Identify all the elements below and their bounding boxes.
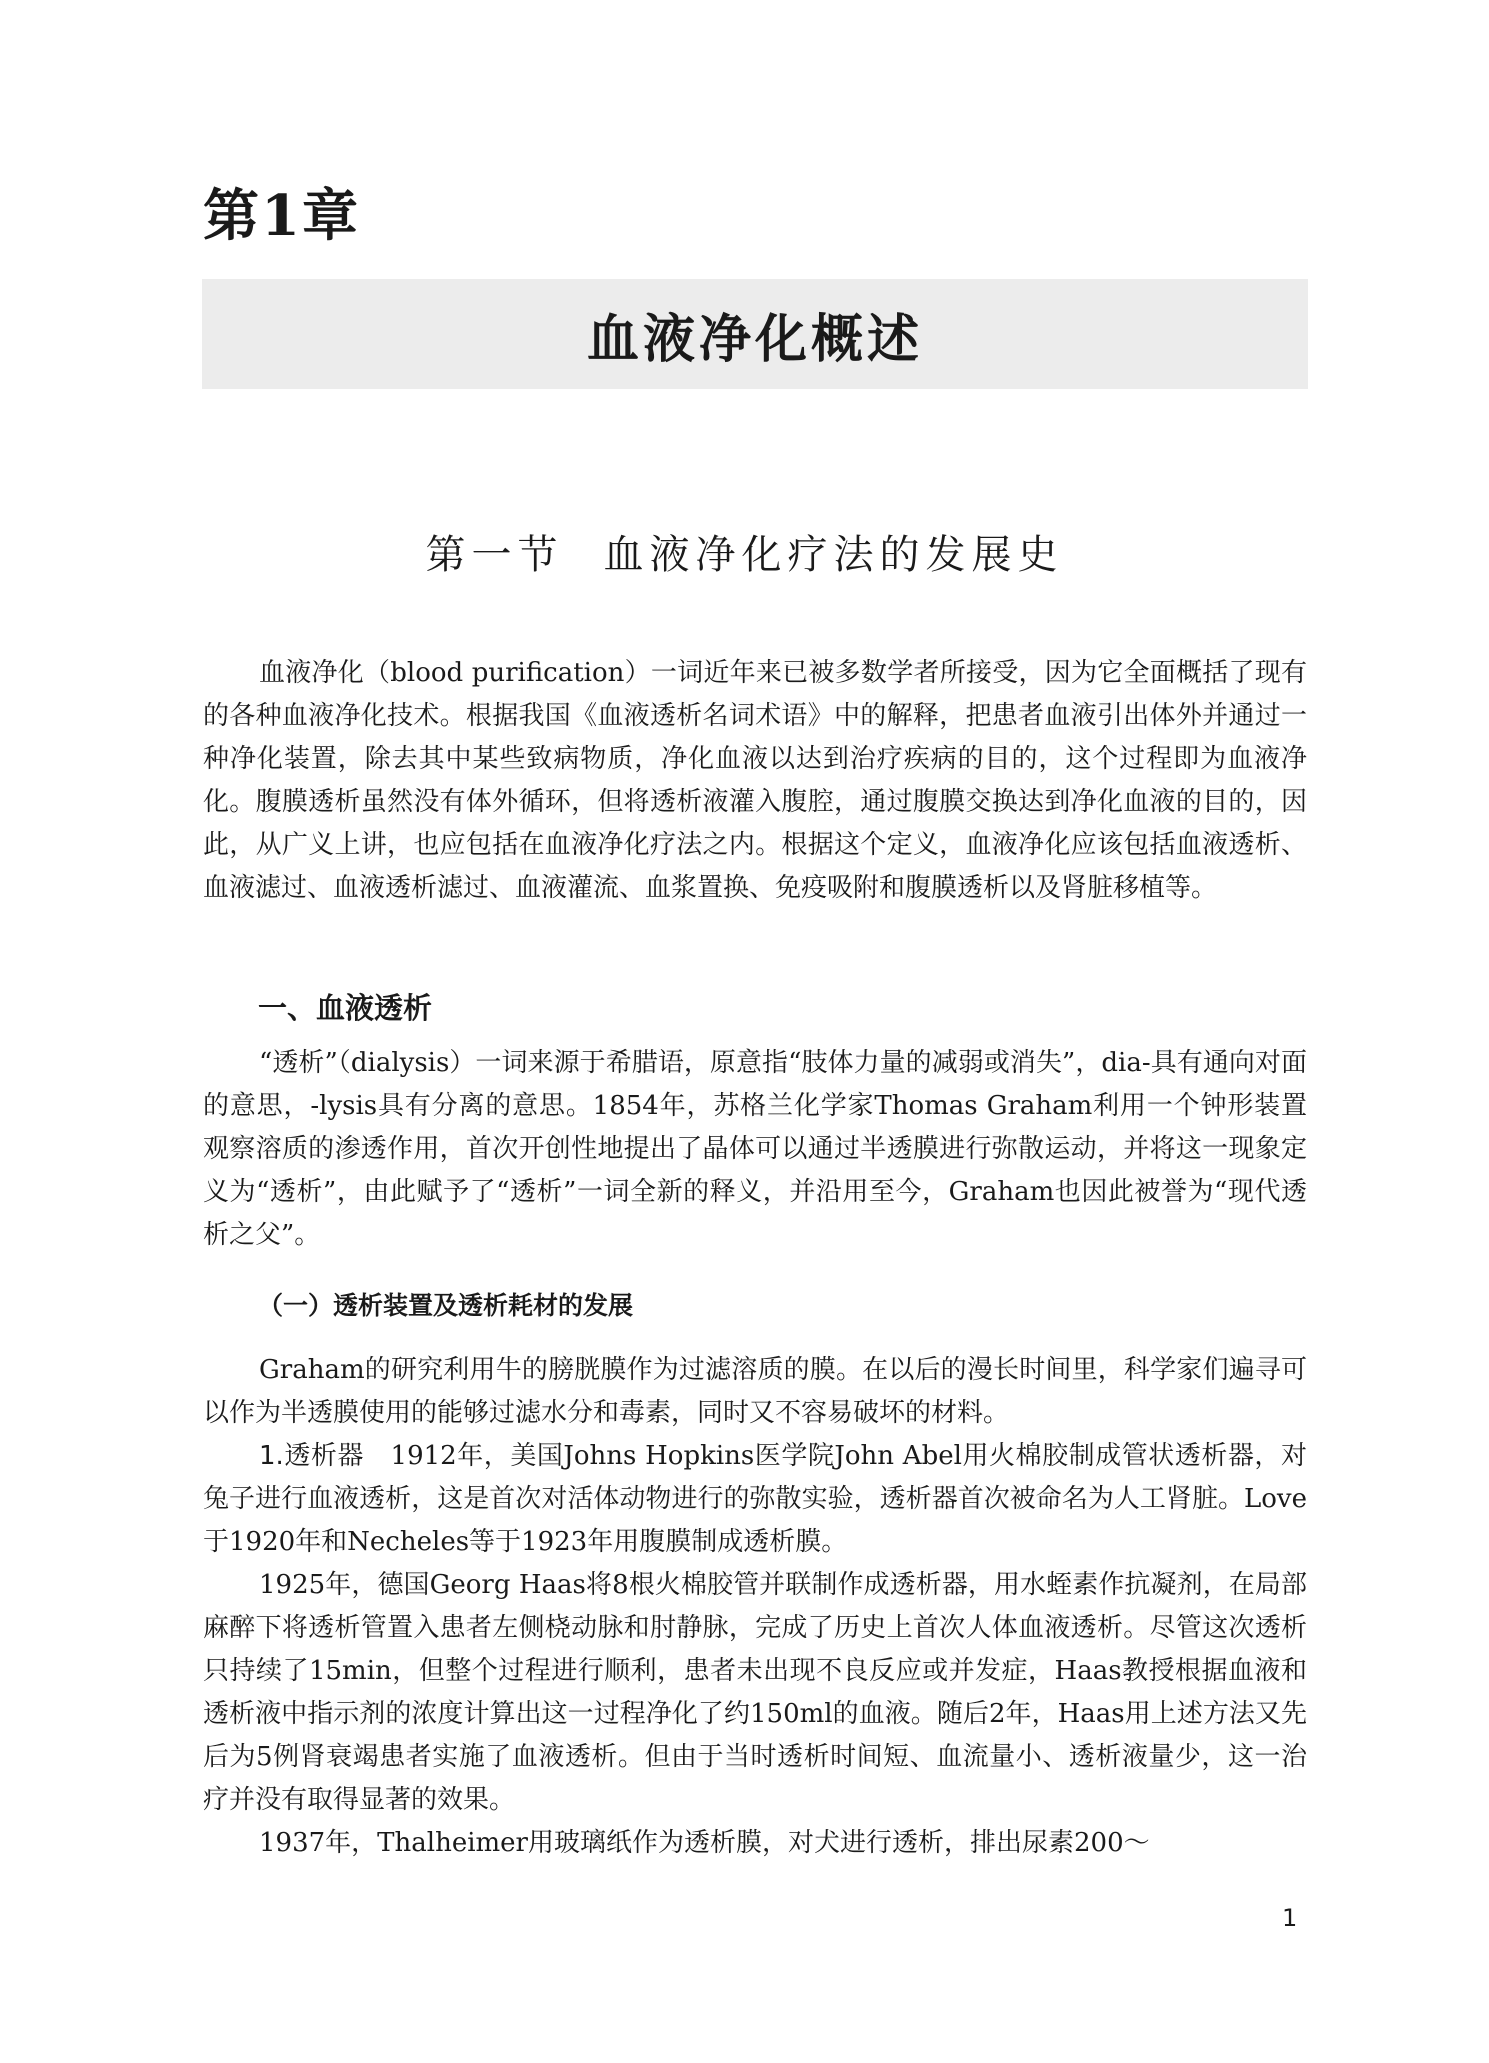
chapter-title-banner (202, 279, 1308, 389)
heading-hemodialysis: 一、血液透析 (258, 991, 433, 1025)
section-title: 血液净化疗法的发展史 (603, 532, 1064, 578)
dialyzer-runin-label: 1.透析器 (259, 1441, 364, 1471)
thalheimer-paragraph: 1937年，Thalheimer用玻璃纸作为透析膜，对犬进行透析，排出尿素200～ (259, 1828, 1150, 1858)
graham-paragraph: Graham的研究利用牛的膀胱膜作为过滤溶质的膜。在以后的漫长时间里，科学家们遍寻可以作为半透膜使用的能够过滤水分和毒素，同时又不容易破坏的材料。 (203, 1355, 1307, 1428)
heading-devices-materials: （一）透析装置及透析耗材的发展 (258, 1291, 634, 1320)
chapter-label: 第1章 (203, 183, 360, 249)
haas-paragraph: 1925年，德国Georg Haas将8根火棉胶管并联制作成透析器，用水蛭素作抗凝剂，在局部麻醉下将透析管置入患者左侧桡动脉和肘静脉，完成了历史上首次人体血液透析。尽管这次透析只持续了15min，但整个过程进行顺利，患者未出现不良反应或并发症，Haas教授根据血液和透析液中指示剂的浓度计算出这一过程净化了约150ml的血液。随后2年，Haas用上述方法又先后为5例肾衰竭患者实施了血液透析。但由于当时透析时间短、血流量小、透析液量少，这一治疗并没有取得显著的效果。 (203, 1570, 1307, 1815)
chapter-title: 血液净化概述 (586, 309, 923, 370)
section-number: 第一节 (425, 532, 564, 578)
page-number: 1 (1282, 1904, 1298, 1932)
dialysis-paragraph: “透析”（dialysis）一词来源于希腊语，原意指“肢体力量的减弱或消失”，dia-具有通向对面的意思，-lysis具有分离的意思。1854年，苏格兰化学家Thomas Graham利用一个钟形装置观察溶质的渗透作用，首次开创性地提出了晶体可以通过半透膜进行弥散运动，并将这一现象定义为“透析”，由此赋予了“透析”一词全新的释义，并沿用至今，Graham也因此被誉为“现代透析之父”。 (203, 1048, 1307, 1250)
intro-paragraph: 血液净化（blood purification）一词近年来已被多数学者所接受，因为它全面概括了现有的各种血液净化技术。根据我国《血液透析名词术语》中的解释，把患者血液引出体外并通过一种净化装置，除去其中某些致病物质，净化血液以达到治疗疾病的目的，这个过程即为血液净化。腹膜透析虽然没有体外循环，但将透析液灌入腹腔，通过腹膜交换达到净化血液的目的，因此，从广义上讲，也应包括在血液净化疗法之内。根据这个定义，血液净化应该包括血液透析、血液滤过、血液透析滤过、血液灌流、血浆置换、免疫吸附和腹膜透析以及肾脏移植等。 (203, 658, 1307, 903)
dialyzer-text: 1912年，美国Johns Hopkins医学院John Abel用火棉胶制成管状透析器，对兔子进行血液透析，这是首次对活体动物进行的弥散实验，透析器首次被命名为人工肾脏。Love于1920年和Necheles等于1923年用腹膜制成透析膜。 (203, 1441, 1307, 1557)
dialyzer-paragraph (203, 1435, 1307, 1564)
section-heading (0, 525, 1489, 585)
